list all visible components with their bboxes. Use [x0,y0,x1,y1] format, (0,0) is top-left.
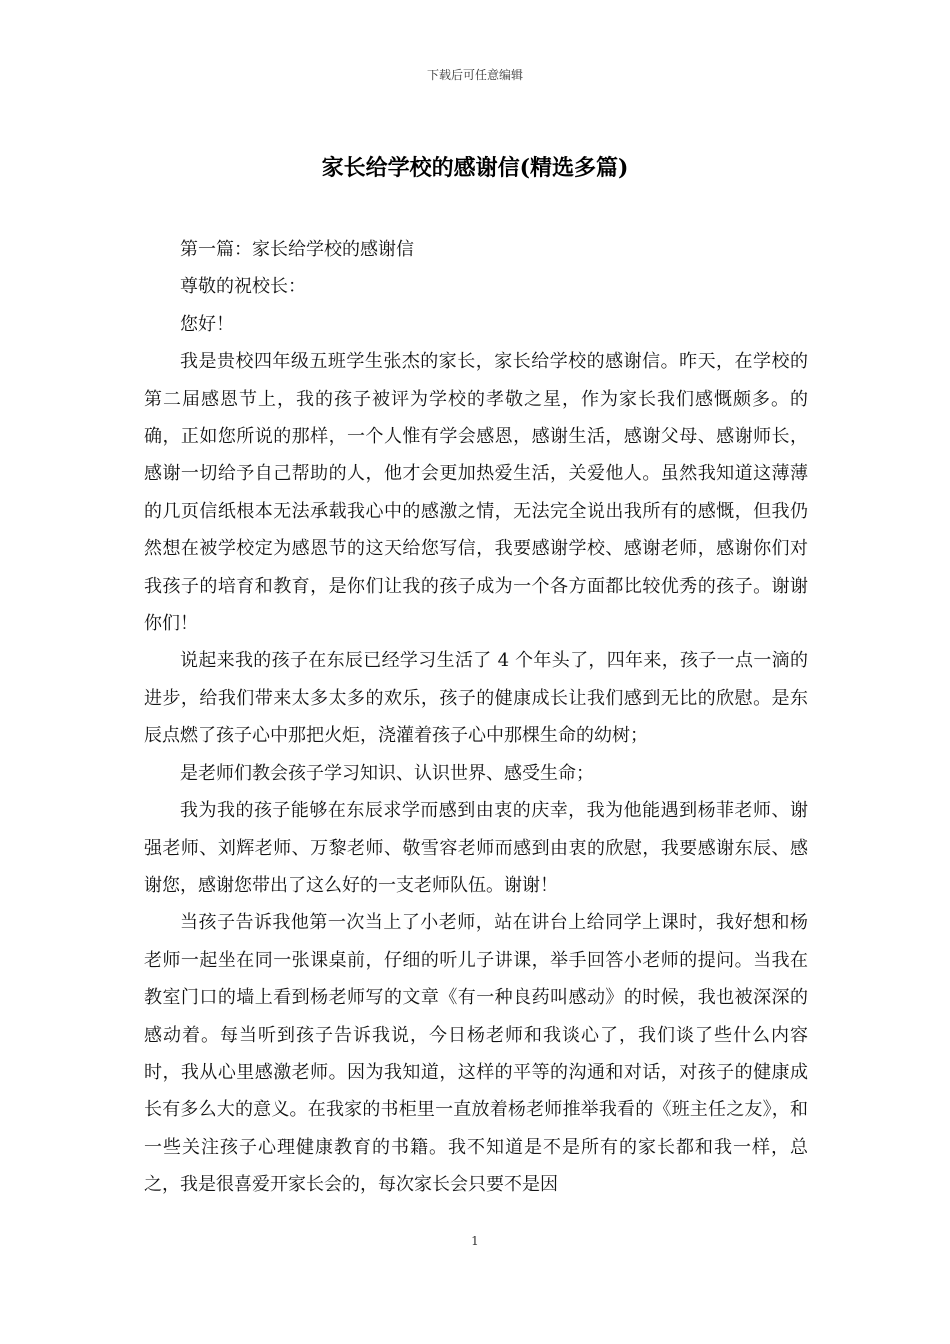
body-paragraph: 当孩子告诉我他第一次当上了小老师，站在讲台上给同学上课时，我好想和杨老师一起坐在同一张课桌前，仔细的听儿子讲课，举手回答小老师的提问。当我在教室门口的墙上看到杨老师写的文章《有一种良药叫感动》的时候，我也被深深的感动着。每当听到孩子告诉我说，今日杨老师和我谈心了，我们谈了些什么内容时，我从心里感激老师。因为我知道，这样的平等的沟通和对话，对孩子的健康成长有多么大的意义。在我家的书柜里一直放着杨老师推举我看的《班主任之友》，和一些关注孩子心理健康教育的书籍。我不知道是不是所有的家长都和我一样，总之，我是很喜爱开家长会的，每次家长会只要不是因 [144,912,808,1196]
section-heading: 第一篇：家长给学校的感谢信 [180,239,414,260]
page-number: 1 [471,1234,479,1248]
body-paragraph: 我是贵校四年级五班学生张杰的家长，家长给学校的感谢信。昨天，在学校的第二届感恩节上，我的孩子被评为学校的孝敬之星，作为家长我们感慨颇多。的确，正如您所说的那样，一个人惟有学会感恩，感谢生活，感谢父母、感谢师长，感谢一切给予自己帮助的人，他才会更加热爱生活，关爱他人。虽然我知道这薄薄的几页信纸根本无法承载我心中的感激之情，无法完全说出我所有的感慨，但我仍然想在被学校定为感恩节的这天给您写信，我要感谢学校、感谢老师，感谢你们对我孩子的培育和教育，是你们让我的孩子成为一个各方面都比较优秀的孩子。谢谢你们！ [144,351,808,635]
salutation: 尊敬的祝校长： [180,276,306,298]
document-title: 家长给学校的感谢信(精选多篇) [321,155,629,181]
body-paragraph: 我为我的孩子能够在东辰求学而感到由衷的庆幸，我为他能遇到杨菲老师、谢强老师、刘辉老师、万黎老师、敬雪容老师而感到由衷的欣慰，我要感谢东辰、感谢您，感谢您带出了这么好的一支老师队伍。谢谢！ [144,800,808,896]
body-paragraph: 说起来我的孩子在东辰已经学习生活了 4 个年头了，四年来，孩子一点一滴的进步，给我们带来太多太多的欢乐，孩子的健康成长让我们感到无比的欣慰。是东辰点燃了孩子心中那把火炬，浇灌着孩子心中那棵生命的幼树； [144,650,808,747]
document-body [144,231,808,1204]
page-header-note: 下载后可任意编辑 [426,68,523,82]
greeting: 您好！ [180,313,234,335]
body-paragraph: 是老师们教会孩子学习知识、认识世界、感受生命； [180,762,594,784]
